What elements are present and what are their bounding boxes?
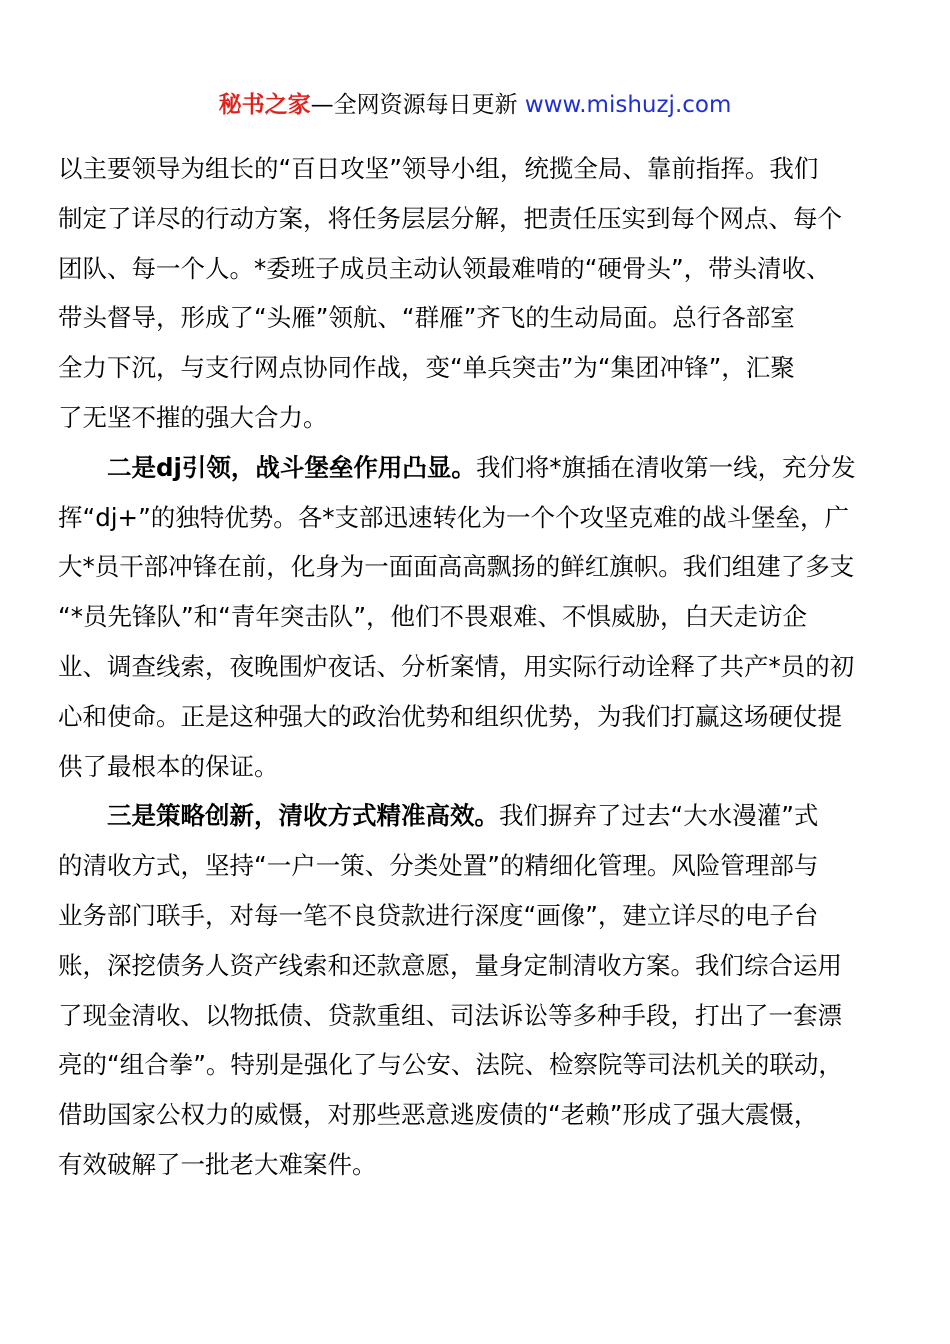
- brand-name: 秘书之家: [218, 92, 311, 118]
- text-line: 有效破解了一批老大难案件。: [58, 1149, 377, 1179]
- paragraph-start-line: 三是策略创新，清收方式精准高效。我们摒弃了过去“大水漫灌”式: [107, 801, 819, 831]
- text-line: 全力下沉，与支行网点协同作战，变“单兵突击”为“集团冲锋”，汇聚: [58, 353, 795, 383]
- text-line: 了无坚不摧的强大合力。: [58, 402, 328, 432]
- text-line: 供了最根本的保证。: [58, 751, 279, 781]
- text-line: 了现金清收、以物抵债、贷款重组、司法诉讼等多种手段，打出了一套漂: [58, 1000, 842, 1030]
- paragraph-heading: 三是策略创新，清收方式精准高效。: [107, 801, 499, 831]
- text-line: 制定了详尽的行动方案，将任务层层分解，把责任压实到每个网点、每个: [58, 203, 842, 233]
- text-line: 挥“dj+”的独特优势。各*支部迅速转化为一个个攻坚克难的战斗堡垒，广: [58, 502, 850, 532]
- text-line: 以主要领导为组长的“百日攻坚”领导小组，统揽全局、靠前指挥。我们: [58, 154, 819, 183]
- text-line: 心和使命。正是这种强大的政治优势和组织优势，为我们打赢这场硬仗提: [58, 701, 842, 731]
- text-line: 业、调查线索，夜晚围炉夜话、分析案情，用实际行动诠释了共产*员的初: [58, 651, 855, 681]
- text-line: 大*员干部冲锋在前，化身为一面面高高飘扬的鲜红旗帜。我们组建了多支: [58, 552, 855, 582]
- text-line: “*员先锋队”和“青年突击队”，他们不畏艰难、不惧威胁，白天走访企: [58, 602, 808, 632]
- site-url-link[interactable]: www.mishuzj.com: [524, 92, 732, 118]
- text-line: 借助国家公权力的威慑，对那些恶意逃废债的“老赖”形成了强大震慑，: [58, 1100, 819, 1130]
- text-line: 带头督导，形成了“头雁”领航、“群雁”齐飞的生动局面。总行各部室: [58, 303, 795, 333]
- document-body: [58, 144, 892, 1190]
- text-line: 的清收方式，坚持“一户一策、分类处置”的精细化管理。风险管理部与: [58, 851, 819, 881]
- text-line: 亮的“组合拳”。特别是强化了与公安、法院、检察院等司法机关的联动，: [58, 1050, 843, 1080]
- paragraph-heading: 二是dj引领，战斗堡垒作用凸显。: [107, 452, 476, 482]
- header-tagline: —全网资源每日更新: [310, 92, 525, 118]
- text-line: 账，深挖债务人资产线索和还款意愿，量身定制清收方案。我们综合运用: [58, 950, 842, 980]
- paragraph-start-line: 二是dj引领，战斗堡垒作用凸显。我们将*旗插在清收第一线，充分发: [107, 452, 856, 482]
- text-line: 业务部门联手，对每一笔不良贷款进行深度“画像”，建立详尽的电子台: [58, 900, 819, 930]
- site-header: [0, 89, 950, 121]
- text-line: 团队、每一个人。*委班子成员主动认领最难啃的“硬骨头”，带头清收、: [58, 253, 831, 283]
